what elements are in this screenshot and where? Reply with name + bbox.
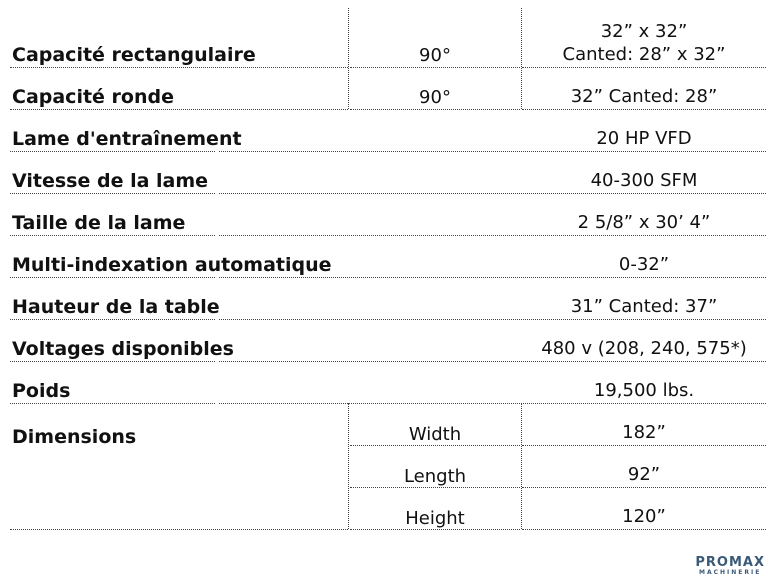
row-divider	[350, 445, 520, 446]
column-divider	[348, 403, 349, 529]
row-divider	[219, 277, 766, 278]
dimension-name-height: Height	[405, 508, 465, 529]
column-divider	[348, 8, 349, 109]
spec-value-rect-capacity-line2: Canted: 28” x 32”	[562, 44, 726, 65]
row-divider	[219, 361, 766, 362]
spec-value-blade-drive: 20 HP VFD	[596, 128, 692, 149]
spec-value-table-height: 31” Canted: 37”	[570, 296, 718, 317]
spec-label-rect-capacity: Capacité rectangulaire	[12, 44, 256, 66]
promax-logo	[695, 556, 765, 576]
dimension-name-width: Width	[408, 424, 462, 445]
row-divider	[10, 109, 348, 110]
row-divider	[219, 235, 766, 236]
row-divider	[10, 529, 348, 530]
row-divider	[10, 403, 215, 404]
row-divider	[522, 445, 766, 446]
spec-label-blade-drive: Lame d'entraînement	[12, 128, 242, 150]
row-divider	[350, 487, 520, 488]
row-divider	[219, 193, 766, 194]
row-divider	[219, 151, 766, 152]
row-divider	[522, 109, 766, 110]
spec-label-blade-speed: Vitesse de la lame	[12, 170, 209, 192]
dimension-name-length: Length	[403, 466, 467, 487]
spec-value-weight: 19,500 lbs.	[593, 380, 695, 401]
row-divider	[350, 109, 520, 110]
row-divider	[10, 151, 215, 152]
logo-brand: PROMAX	[695, 555, 765, 570]
spec-value-blade-speed: 40-300 SFM	[590, 170, 698, 191]
spec-label-table-height: Hauteur de la table	[12, 296, 220, 318]
row-divider	[10, 277, 215, 278]
spec-label-weight: Poids	[12, 380, 71, 402]
spec-label-dimensions: Dimensions	[12, 426, 137, 448]
row-divider	[10, 361, 215, 362]
row-divider	[522, 67, 766, 68]
row-divider	[10, 67, 348, 68]
row-divider	[10, 193, 215, 194]
spec-angle-round-capacity: 90°	[419, 87, 451, 108]
row-divider	[219, 319, 766, 320]
logo-sub: MACHINERIE	[699, 569, 762, 576]
spec-value-voltages: 480 v (208, 240, 575*)	[541, 338, 747, 359]
spec-angle-rect-capacity: 90°	[419, 45, 451, 66]
spec-label-blade-size: Taille de la lame	[12, 212, 186, 234]
spec-value-round-capacity: 32” Canted: 28”	[570, 86, 718, 107]
dimension-value-width: 182”	[622, 422, 666, 443]
spec-label-auto-index: Multi-indexation automatique	[12, 254, 332, 276]
row-divider	[350, 67, 520, 68]
spec-label-voltages: Voltages disponibles	[12, 338, 234, 360]
spec-label-round-capacity: Capacité ronde	[12, 86, 174, 108]
spec-value-auto-index: 0-32”	[618, 254, 670, 275]
row-divider	[219, 403, 766, 404]
dimension-value-length: 92”	[627, 464, 661, 485]
spec-value-blade-size: 2 5/8” x 30’ 4”	[577, 212, 711, 233]
row-divider	[10, 235, 215, 236]
row-divider	[350, 529, 520, 530]
dimension-value-height: 120”	[622, 506, 666, 527]
spec-value-rect-capacity-line1: 32” x 32”	[600, 21, 688, 42]
row-divider	[522, 487, 766, 488]
row-divider	[10, 319, 215, 320]
row-divider	[522, 529, 766, 530]
